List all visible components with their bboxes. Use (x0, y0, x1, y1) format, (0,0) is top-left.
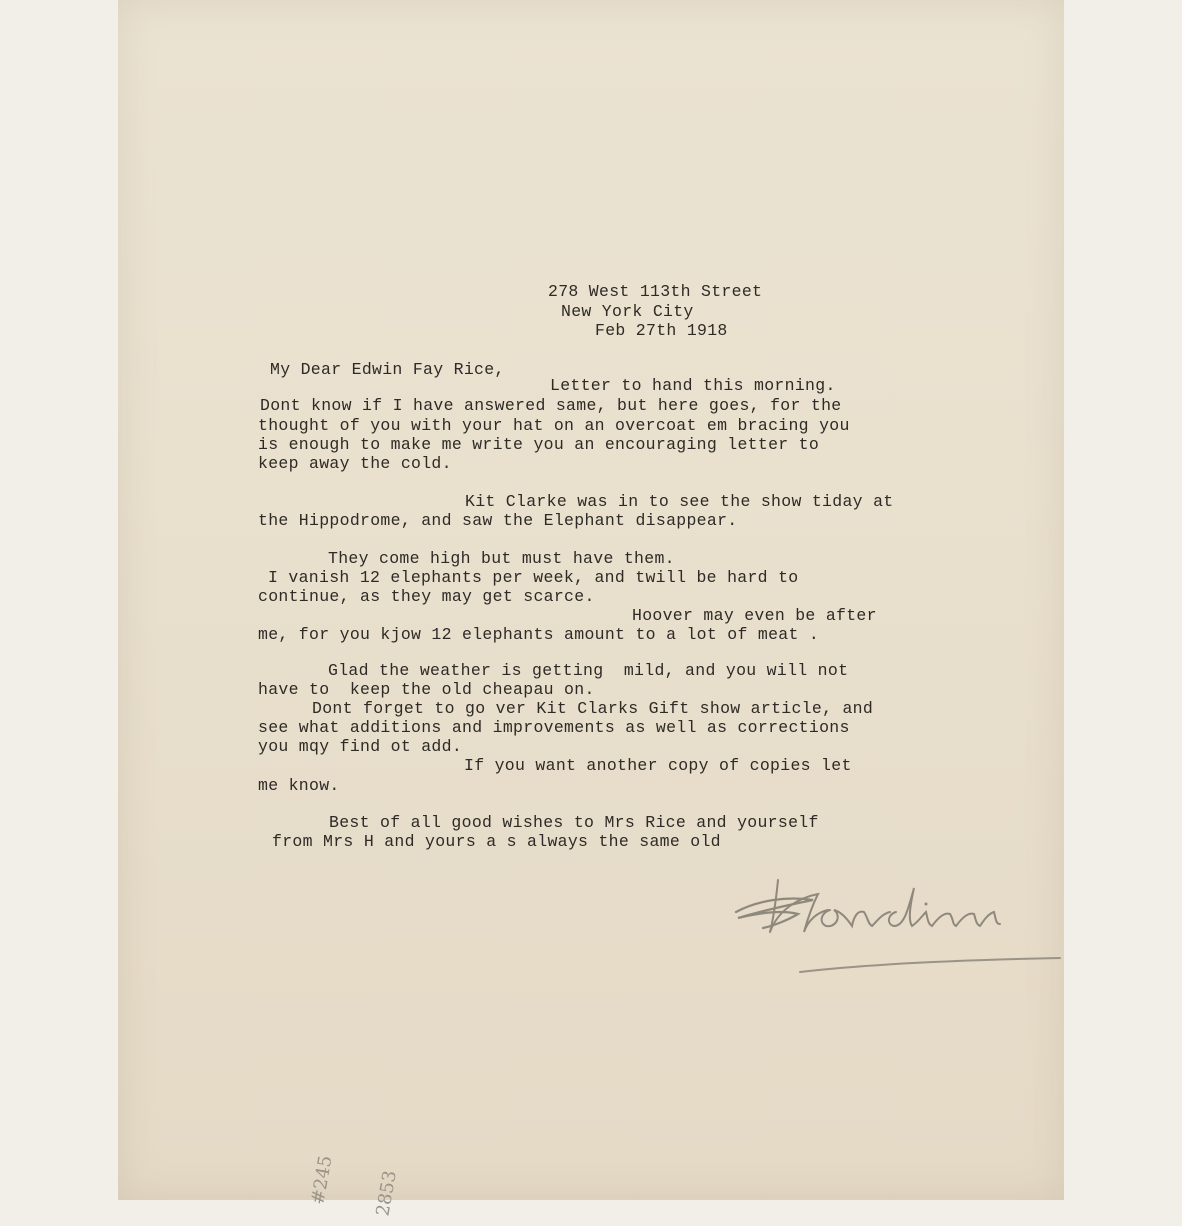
houdini-signature (718, 860, 1068, 990)
body-line-21: from Mrs H and yours a s always the same old (272, 832, 721, 851)
body-line-2: Dont know if I have answered same, but here goes, for the (260, 396, 842, 415)
body-line-3: thought of you with your hat on an overcoat em bracing you (258, 416, 850, 435)
body-line-6: Kit Clarke was in to see the show tiday at (465, 492, 894, 511)
body-line-10: continue, as they may get scarce. (258, 587, 595, 606)
salutation: My Dear Edwin Fay Rice, (270, 360, 505, 379)
address-line-1: 278 West 113th Street (548, 282, 763, 301)
body-line-16: see what additions and improvements as well as corrections (258, 718, 850, 737)
letter-page (118, 0, 1064, 1218)
body-line-11: Hoover may even be after (632, 606, 877, 625)
body-line-5: keep away the cold. (258, 454, 452, 473)
address-line-2: New York City (561, 302, 694, 321)
body-line-13: Glad the weather is getting mild, and you will not (328, 661, 849, 680)
pencil-note-line-2: 2853 (372, 1168, 401, 1218)
pencil-note (264, 1146, 446, 1225)
body-line-17: you mqy find ot add. (258, 737, 463, 756)
body-line-7: the Hippodrome, and saw the Elephant disappear. (258, 511, 738, 530)
body-line-15: Dont forget to go ver Kit Clarks Gift show article, and (312, 699, 874, 718)
address-date: Feb 27th 1918 (595, 321, 728, 340)
pencil-note-line-1: #245 (307, 1153, 337, 1207)
body-line-19: me know. (258, 776, 340, 795)
body-line-8: They come high but must have them. (328, 549, 675, 568)
body-line-18: If you want another copy of copies let (464, 756, 852, 775)
body-line-14: have to keep the old cheapau on. (258, 680, 595, 699)
body-line-1: Letter to hand this morning. (550, 376, 836, 395)
body-line-9: I vanish 12 elephants per week, and twill be hard to (268, 568, 799, 587)
body-line-4: is enough to make me write you an encouraging letter to (258, 435, 820, 454)
body-line-20: Best of all good wishes to Mrs Rice and yourself (329, 813, 819, 832)
body-line-12: me, for you kjow 12 elephants amount to a lot of meat . (258, 625, 820, 644)
